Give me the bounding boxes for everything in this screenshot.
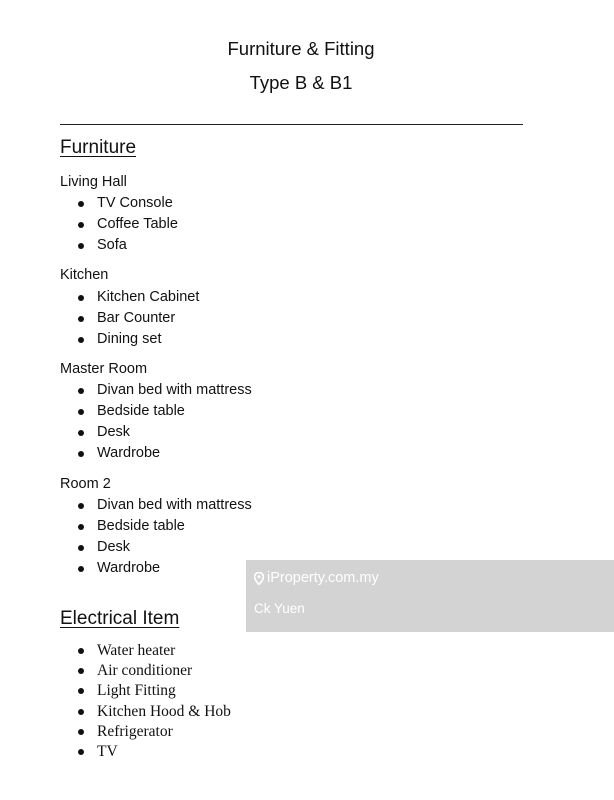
master-room-list <box>60 380 252 464</box>
list-item: Desk <box>60 537 252 558</box>
list-item: Divan bed with mattress <box>60 380 252 401</box>
list-item: Air conditioner <box>60 661 231 681</box>
group-label-master-room: Master Room <box>60 361 148 377</box>
list-item: Light Fitting <box>60 681 231 701</box>
kitchen-list <box>60 287 199 350</box>
living-hall-list <box>60 193 178 256</box>
title-divider <box>60 124 523 125</box>
watermark-agent-name: Ck Yuen <box>254 601 305 616</box>
list-item: Bar Counter <box>60 308 199 329</box>
group-label-living-hall: Living Hall <box>60 174 127 190</box>
list-item: Divan bed with mattress <box>60 495 252 516</box>
list-item: TV <box>60 742 231 762</box>
list-item: Kitchen Cabinet <box>60 287 199 308</box>
list-item: Bedside table <box>60 516 252 537</box>
group-label-kitchen: Kitchen <box>60 267 109 283</box>
location-pin-icon <box>254 572 264 585</box>
list-item: Coffee Table <box>60 214 178 235</box>
list-item: Desk <box>60 422 252 443</box>
electrical-heading: Electrical Item <box>60 608 180 629</box>
document-title: Furniture & Fitting <box>227 38 375 59</box>
list-item: Wardrobe <box>60 558 252 579</box>
list-item: Kitchen Hood & Hob <box>60 702 231 722</box>
furniture-heading: Furniture <box>60 137 137 158</box>
electrical-list <box>60 641 231 762</box>
room-2-list <box>60 495 252 579</box>
list-item: Bedside table <box>60 401 252 422</box>
watermark-overlay <box>246 560 614 632</box>
list-item: Water heater <box>60 641 231 661</box>
document-subtitle: Type B & B1 <box>249 72 353 93</box>
group-label-room-2: Room 2 <box>60 476 111 492</box>
list-item: Sofa <box>60 235 178 256</box>
list-item: TV Console <box>60 193 178 214</box>
list-item: Refrigerator <box>60 722 231 742</box>
watermark-brand <box>254 570 379 586</box>
watermark-brand-text: iProperty.com.my <box>267 570 379 586</box>
list-item: Dining set <box>60 329 199 350</box>
list-item: Wardrobe <box>60 443 252 464</box>
